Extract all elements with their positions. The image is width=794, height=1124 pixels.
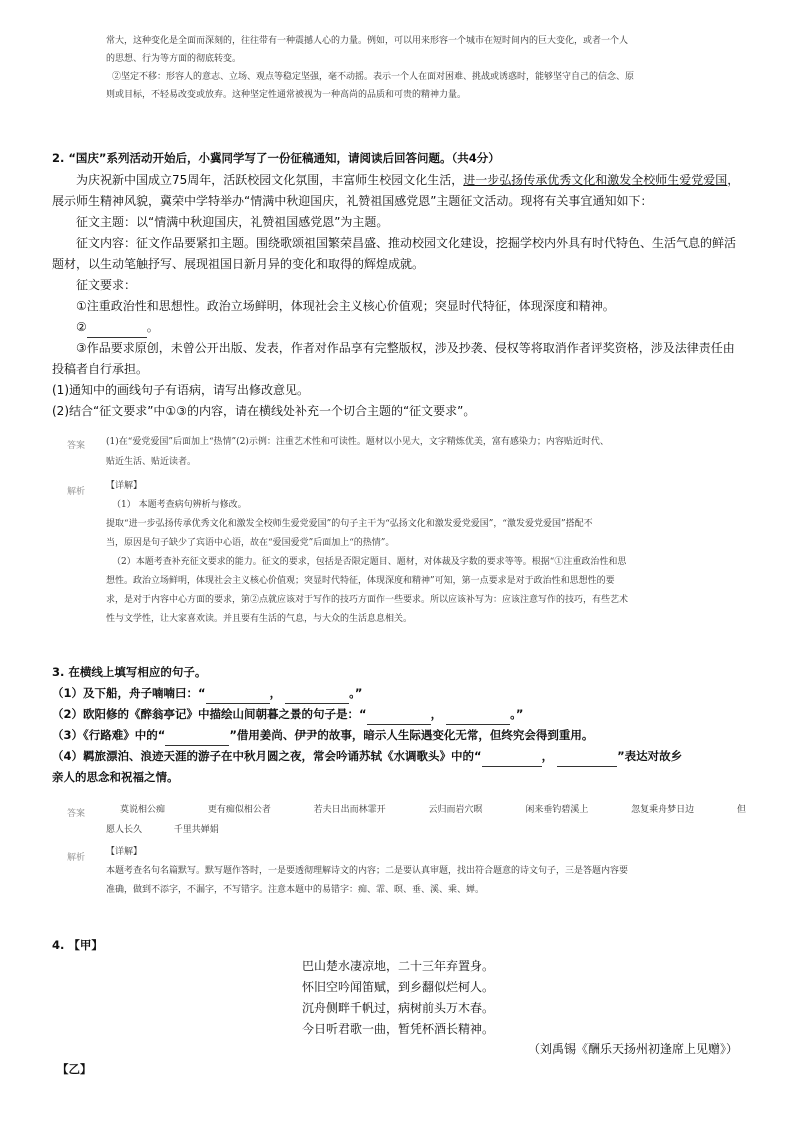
requirement-3: ③作品要求原创，未曾公开出版、发表，作者对作品享有完整版权，涉及抄袭、侵权等将取消作者评奖资格，涉及法律责任由 [76, 341, 735, 355]
question-3-answer [106, 800, 746, 840]
text-line: 求，是对于内容中心方面的要求，第②点就应该对于写作的技巧方面作一些要求。所以应该补写为：应该注意写作的技巧，有些艺术 [106, 595, 629, 605]
text-line: ②坚定不移：形容人的意志、立场、观点等稳定坚强，毫不动摇。表示一个人在面对困难、挑战或诱惑时，能够坚守自己的信念、原 [112, 72, 635, 82]
text-line: 提取“进一步弘扬传承优秀文化和激发全校师生爱党爱国”的句子主干为“弘扬文化和激发爱党爱国”，“激发爱党爱国”搭配不 [106, 519, 593, 529]
answer-row [106, 800, 746, 820]
question-3-items [52, 683, 762, 788]
answer-blank[interactable] [367, 712, 431, 725]
answer-tag: 答案 [67, 441, 86, 451]
answer-item: 若夫日出而林霏开 [313, 805, 386, 815]
fill-item-2: （2）欧阳修的《醉翁亭记》中描绘山间朝暮之景的句子是：“ ， 。” [52, 704, 762, 725]
text-line: （1） 本题考查病句辨析与修改。 [112, 500, 247, 510]
answer-blank[interactable] [87, 325, 147, 338]
answer-tag: 答案 [67, 809, 86, 819]
answer-item: 但 [736, 805, 746, 815]
notice-content: 征文内容：征文作品要紧扣主题。围绕歌颂祖国繁荣昌盛、推动校园文化建设，挖掘学校内外具有时代特色、生活气息的鲜活 [76, 236, 737, 250]
answer-blank[interactable] [557, 754, 617, 767]
notice-theme: 征文主题：以“情满中秋迎国庆，礼赞祖国感党恩”为主题。 [76, 215, 389, 229]
notice-content-cont: 题材，以生动笔触抒写、展现祖国日新月异的变化和取得的辉煌成就。 [52, 257, 425, 271]
text-line: 准确，做到不添字，不漏字，不写错字。注意本题中的易错字：痴、霏、暝、垂、溪、乘、婵。 [106, 885, 485, 895]
question-3-title: 3. 在横线上填写相应的句子。 [52, 665, 207, 679]
section-yi-label: 【乙】 [57, 1062, 92, 1076]
answer-blank[interactable] [446, 712, 510, 725]
answer-blank[interactable] [165, 733, 229, 746]
answer-blank[interactable] [482, 754, 542, 767]
requirement-3-cont: 投稿者自行承担。 [52, 362, 149, 376]
analysis-heading: 【详解】 [106, 847, 143, 857]
answer-item: 忽复乘舟梦日边 [631, 805, 695, 815]
fill-item-4: （4）羁旅漂泊、浪迹天涯的游子在中秋月圆之夜，常会吟诵苏轼《水调歌头》中的“ ， ”表达对故乡 [52, 746, 762, 767]
text-line: 贴近生活、贴近读者。 [106, 457, 197, 467]
text-line: 想性。政治立场鲜明，体现社会主义核心价值观；突显时代特征，体现深度和精神”可知，第一点要求是对于政治性和思想性的要 [106, 576, 615, 586]
poem-line: 怀旧空吟闻笛赋，到乡翻似烂柯人。 [302, 980, 495, 994]
fill-item-3: （3）《行路难》中的“ ”借用姜尚、伊尹的故事，暗示人生际遇变化无常，但终究会得到重用。 [52, 725, 762, 746]
text-line: 则或目标，不轻易改变或放弃。这种坚定性通常被视为一种高尚的品质和可贵的精神力量。 [106, 90, 467, 100]
answer-item: 莫说相公痴 [120, 805, 166, 815]
question-2-answer [106, 432, 746, 472]
poem-source: （刘禹锡《酬乐天扬州初逢席上见赠》） [527, 1042, 738, 1056]
requirement-1: ①注重政治性和思想性。政治立场鲜明，体现社会主义核心价值观；突显时代特征，体现深度和精神。 [76, 299, 615, 313]
text-line: 本题考查名句名篇默写。默写题作答时，一是要透彻理解诗文的内容；二是要认真审题，找出符合题意的诗文句子，三是答题内容要 [106, 866, 629, 876]
underlined-sentence: 进一步弘扬传承优秀文化和激发全校师生爱党爱国 [463, 173, 728, 187]
sub-question-2: (2)结合“征文要求”中①③的内容，请在横线处补充一个切合主题的“征文要求”。 [52, 404, 476, 418]
answer-item: 千里共婵娟 [173, 825, 219, 835]
notice-paragraph-1-cont: 展示师生精神风貌，冀荣中学特举办“情满中秋迎国庆，礼赞祖国感党恩”主题征文活动。现将有关事宜通知如下： [52, 194, 653, 208]
poem-block [302, 956, 494, 1040]
answer-blank[interactable] [285, 691, 349, 704]
question-2-analysis [106, 477, 746, 629]
answer-item: 闲来垂钓碧溪上 [525, 805, 589, 815]
analysis-heading: 【详解】 [106, 481, 143, 491]
text-line: 当，原因是句子缺少了宾语中心语，故在“爱国爱党”后面加上“的热情”。 [106, 538, 395, 548]
poem-line: 今日听君歌一曲，暂凭杯酒长精神。 [302, 1022, 495, 1036]
question-3-analysis [106, 843, 746, 900]
sub-question-1: (1)通知中的画线句子有语病，请写出修改意见。 [52, 383, 309, 397]
fill-item-4-cont: 亲人的思念和祝福之情。 [52, 770, 179, 784]
answer-item: 愿人长久 [106, 825, 143, 835]
text-line: 常大，这种变化是全面而深刻的，往往带有一种震撼人心的力量。例如，可以用来形容一个城市在短时间内的巨大变化，或者一个人 [106, 36, 629, 46]
analysis-tag: 解析 [67, 487, 86, 497]
question-2-title: 2. “国庆”系列活动开始后，小冀同学写了一份征稿通知，请阅读后回答问题。（共4分） [52, 151, 500, 165]
text-line: 的思想、行为等方面的彻底转变。 [106, 54, 242, 64]
text-line: 性与文学性，让大家喜欢读。并且要有生活的气息，与大众的生活息息相关。 [106, 614, 413, 624]
previous-answer-block [106, 32, 746, 104]
notice-paragraph-1: 为庆祝新中国成立75周年，活跃校园文化氛围，丰富师生校园文化生活，进一步弘扬传承优秀文化和激发全校师生爱党爱国， [76, 173, 740, 187]
poem-line: 巴山楚水凄凉地，二十三年弃置身。 [302, 959, 495, 973]
text-line: (1)在“爱党爱国”后面加上“热情”(2)示例：注重艺术性和可读性。题材以小见大，文字精炼优美，富有感染力；内容贴近时代、 [106, 437, 609, 447]
question-2-notice [52, 170, 752, 422]
answer-item: 云归而岩穴暝 [428, 805, 483, 815]
analysis-tag: 解析 [67, 853, 86, 863]
text-line: （2）本题考查补充征文要求的能力。征文的要求，包括是否限定题目、题材，对体裁及字数的要求等等。根据“①注重政治性和思 [112, 557, 627, 567]
poem-line: 沉舟侧畔千帆过，病树前头万木春。 [302, 1001, 495, 1015]
notice-requirements-title: 征文要求： [76, 278, 137, 292]
question-4-title: 4. 【甲】 [52, 938, 103, 952]
requirement-2: ② 。 [52, 317, 752, 338]
answer-row [106, 820, 746, 840]
fill-item-1: （1）及下船，舟子喃喃曰：“ ， 。” [52, 683, 762, 704]
answer-item: 更有痴似相公者 [207, 805, 271, 815]
answer-blank[interactable] [206, 691, 270, 704]
